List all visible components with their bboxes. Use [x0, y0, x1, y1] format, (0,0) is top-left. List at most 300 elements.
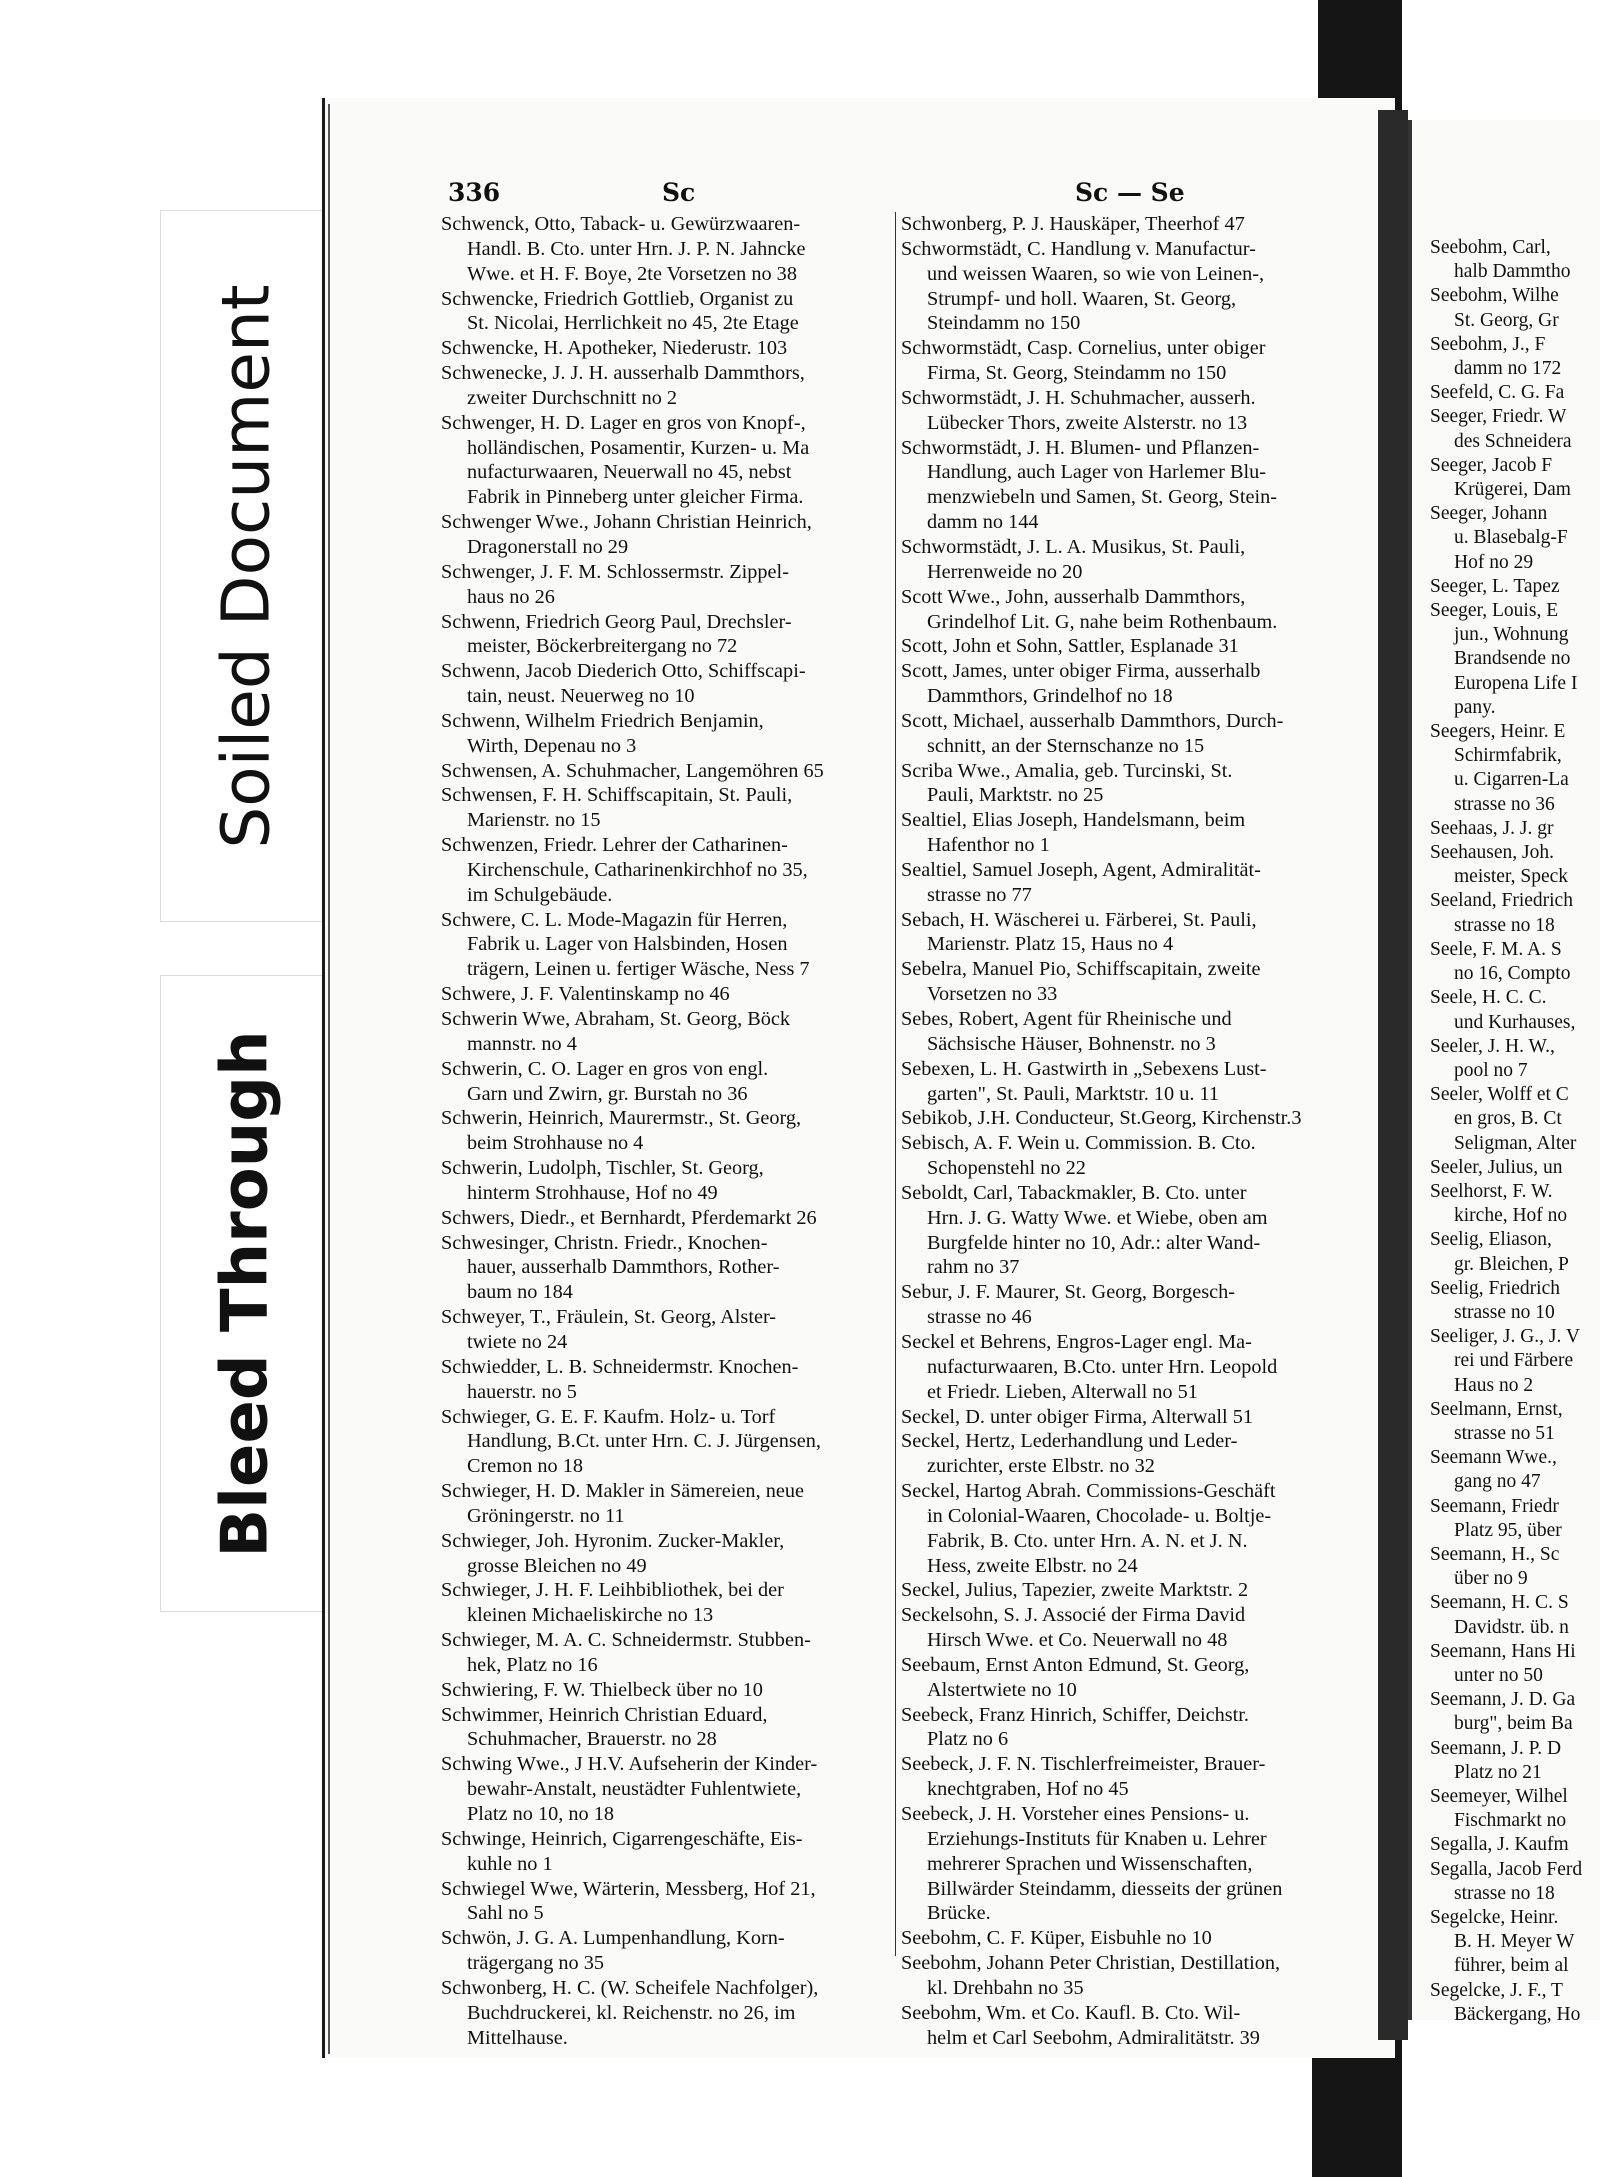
entry-line: Seebohm, Johann Peter Christian, Destillation,	[901, 1952, 1281, 1975]
entry-line: Schwormstädt, J. H. Blumen- und Pflanzen-	[901, 436, 1260, 459]
entry-line: Sahl no 5	[467, 1902, 544, 1925]
directory-entry	[441, 336, 893, 361]
entry-line: Seebeck, Franz Hinrich, Schiffer, Deichstr.	[901, 1703, 1249, 1726]
entry-line: baum no 184	[467, 1281, 573, 1304]
facing-entry-fragment: strasse no 36	[1454, 793, 1555, 815]
directory-entry	[441, 1529, 893, 1579]
entry-line: Hafenthor no 1	[927, 834, 1050, 857]
directory-entry	[441, 361, 893, 411]
entry-line: Seebohm, Wm. et Co. Kaufl. B. Cto. Wil-	[901, 2001, 1241, 2024]
entry-line: tain, neust. Neuerweg no 10	[467, 685, 695, 708]
facing-page-column-fragment	[1430, 236, 1600, 2027]
facing-entry-fragment: Seeliger, J. G., J. V	[1430, 1326, 1580, 1348]
entry-line: Sebexen, L. H. Gastwirth in „Sebexens Lust-	[901, 1057, 1267, 1080]
entry-line: Strumpf- und holl. Waaren, St. Georg,	[927, 287, 1237, 310]
facing-entry-fragment: Seemann Wwe.,	[1430, 1447, 1557, 1469]
facing-entry-fragment: Seeger, L. Tapez	[1430, 575, 1560, 597]
entry-line: Wirth, Depenau no 3	[467, 734, 637, 757]
directory-entry	[901, 634, 1353, 659]
entry-line: Alstertwiete no 10	[927, 1678, 1077, 1701]
facing-entry-fragment: und Kurhauses,	[1454, 1011, 1576, 1033]
directory-entry	[441, 1305, 893, 1355]
directory-entry	[901, 1802, 1353, 1926]
facing-entry-fragment: Krügerei, Dam	[1454, 479, 1571, 501]
entry-line: Schwenn, Jacob Diederich Otto, Schiffscapi-	[441, 660, 806, 683]
entry-line: nufacturwaaren, Neuerwall no 45, nebst	[467, 461, 792, 484]
entry-line: Schwensen, F. H. Schiffscapitain, St. Pauli,	[441, 784, 793, 807]
facing-entry-fragment: jun., Wohnung	[1454, 624, 1569, 646]
facing-entry-fragment: Europena Life I	[1454, 672, 1578, 694]
entry-line: Brücke.	[927, 1902, 991, 1925]
facing-entry-fragment: Seemann, Friedr	[1430, 1495, 1559, 1517]
directory-entry	[901, 1926, 1353, 1951]
facing-entry-fragment: rei und Färbere	[1454, 1350, 1574, 1372]
facing-entry-fragment: unter no 50	[1454, 1664, 1543, 1686]
facing-entry-fragment: Bäckergang, Ho	[1454, 2003, 1581, 2025]
entry-line: Schwencke, Friedrich Gottlieb, Organist zu	[441, 287, 794, 310]
facing-entry-fragment: Seelmann, Ernst,	[1430, 1398, 1563, 1420]
facing-entry-fragment: des Schneidera	[1454, 430, 1572, 452]
facing-entry-fragment: pany.	[1454, 696, 1496, 718]
facing-entry-fragment: Platz 95, über	[1454, 1519, 1562, 1541]
entry-line: Schwiedder, L. B. Schneidermstr. Knochen-	[441, 1355, 799, 1378]
entry-line: Seckel et Behrens, Engros-Lager engl. Ma-	[901, 1330, 1252, 1353]
entry-line: Schwesinger, Christn. Friedr., Knochen-	[441, 1231, 768, 1254]
entry-line: zweiter Durchschnitt no 2	[467, 386, 678, 409]
entry-line: Schwenn, Wilhelm Friedrich Benjamin,	[441, 709, 764, 732]
facing-entry-fragment: u. Blasebalg-F	[1454, 527, 1568, 549]
entry-line: Schwormstädt, Casp. Cornelius, unter obiger	[901, 337, 1266, 360]
entry-line: Schwenzen, Friedr. Lehrer der Catharinen-	[441, 834, 788, 857]
directory-entry	[901, 1951, 1353, 2001]
directory-entry	[901, 237, 1353, 336]
facing-entry-fragment: Seelhorst, F. W.	[1430, 1180, 1553, 1202]
entry-line: hauerstr. no 5	[467, 1380, 577, 1403]
entry-line: Pauli, Marktstr. no 25	[927, 784, 1104, 807]
facing-entry-fragment: Seemann, J. D. Ga	[1430, 1689, 1576, 1711]
entry-line: Seebeck, J. H. Vorsteher eines Pensions- u.	[901, 1803, 1250, 1825]
entry-line: Schwinge, Heinrich, Cigarrengeschäfte, Eis-	[441, 1827, 803, 1850]
directory-entry	[441, 759, 893, 784]
facing-entry-fragment: Seebohm, Carl,	[1430, 237, 1551, 258]
directory-entry	[901, 386, 1353, 436]
facing-entry-fragment: Seemann, J. P. D	[1430, 1737, 1562, 1759]
entry-line: schnitt, an der Sternschanze no 15	[927, 734, 1205, 757]
facing-entry-fragment: Segelcke, Heinr.	[1430, 1907, 1559, 1929]
entry-line: Fabrik in Pinneberg unter gleicher Firma.	[467, 486, 804, 509]
entry-line: grosse Bleichen no 49	[467, 1554, 647, 1577]
entry-line: Seebohm, C. F. Küper, Eisbuhle no 10	[901, 1927, 1212, 1950]
directory-entry	[901, 1479, 1353, 1578]
page-number: 336	[448, 178, 501, 207]
directory-column-middle	[901, 212, 1353, 2050]
directory-entry	[901, 1280, 1353, 1330]
directory-entry	[441, 1926, 893, 1976]
facing-entry-fragment: strasse no 18	[1454, 914, 1555, 936]
facing-entry-fragment: Seeger, Friedr. W	[1430, 406, 1567, 428]
entry-line: Schwenck, Otto, Taback- u. Gewürzwaaren-	[441, 213, 801, 235]
directory-entry	[901, 858, 1353, 908]
entry-line: Schwenecke, J. J. H. ausserhalb Dammthors,	[441, 362, 805, 385]
entry-line: Marienstr. Platz 15, Haus no 4	[927, 933, 1174, 956]
entry-line: Seckel, Hartog Abrah. Commissions-Geschäft	[901, 1480, 1276, 1503]
entry-line: Handlung, B.Ct. unter Hrn. C. J. Jürgensen,	[467, 1430, 821, 1453]
directory-entry	[901, 709, 1353, 759]
facing-entry-fragment: Seegers, Heinr. E	[1430, 721, 1566, 743]
directory-entry	[901, 1131, 1353, 1181]
entry-line: strasse no 77	[927, 883, 1032, 906]
directory-entry	[901, 1106, 1353, 1131]
bleed-through-tag	[160, 975, 332, 1612]
entry-line: Seckel, Hertz, Lederhandlung und Leder-	[901, 1430, 1238, 1453]
directory-entry	[901, 1653, 1353, 1703]
entry-line: Seckelsohn, S. J. Associé der Firma David	[901, 1604, 1246, 1627]
facing-entry-fragment: damm no 172	[1454, 358, 1562, 380]
entry-line: Schwonberg, P. J. Hauskäper, Theerhof 47	[901, 213, 1245, 235]
entry-line: Fabrik u. Lager von Halsbinden, Hosen	[467, 933, 788, 956]
directory-entry	[901, 535, 1353, 585]
entry-line: Schwormstädt, C. Handlung v. Manufactur-	[901, 237, 1256, 260]
running-header-left: Sc	[662, 178, 696, 207]
facing-entry-fragment: Fischmarkt no	[1454, 1810, 1567, 1832]
entry-line: Schwieger, G. E. F. Kaufm. Holz- u. Torf	[441, 1405, 776, 1428]
facing-entry-fragment: Seele, F. M. A. S	[1430, 938, 1562, 960]
directory-entry	[441, 1752, 893, 1827]
entry-line: Hrn. J. G. Watty Wwe. et Wiebe, oben am	[927, 1206, 1268, 1229]
entry-line: Hirsch Wwe. et Co. Neuerwall no 48	[927, 1629, 1228, 1652]
entry-line: Schwencke, H. Apotheker, Niederustr. 103	[441, 337, 788, 360]
entry-line: Vorsetzen no 33	[927, 983, 1058, 1006]
facing-entry-fragment: Seeger, Johann	[1430, 503, 1548, 525]
directory-entry	[441, 1007, 893, 1057]
entry-line: zurichter, erste Elbstr. no 32	[927, 1455, 1155, 1478]
directory-entry	[901, 908, 1353, 958]
facing-entry-fragment: kirche, Hof no	[1454, 1205, 1568, 1227]
running-header-right: Sc — Se	[1075, 178, 1185, 207]
directory-entry	[901, 1578, 1353, 1603]
entry-line: Schwieger, Joh. Hyronim. Zucker-Makler,	[441, 1529, 785, 1552]
entry-line: Scott, James, unter obiger Firma, ausserhalb	[901, 660, 1261, 683]
entry-line: Schwenger Wwe., Johann Christian Heinrich,	[441, 511, 812, 534]
facing-entry-fragment: Seehaas, J. J. gr	[1430, 817, 1554, 839]
facing-entry-fragment: halb Dammtho	[1454, 261, 1571, 283]
facing-entry-fragment: Seeler, Wolff et C	[1430, 1084, 1569, 1106]
facing-entry-fragment: gang no 47	[1454, 1471, 1541, 1493]
directory-entry	[441, 1231, 893, 1306]
facing-entry-fragment: B. H. Meyer W	[1454, 1931, 1575, 1953]
directory-entry	[441, 510, 893, 560]
entry-line: Mittelhause.	[467, 2026, 568, 2049]
entry-line: Kirchenschule, Catharinenkirchhof no 35,	[467, 858, 808, 881]
directory-entry	[901, 1405, 1353, 1430]
entry-line: Scott, Michael, ausserhalb Dammthors, Durch-	[901, 709, 1284, 732]
directory-entry	[901, 1007, 1353, 1057]
entry-line: haus no 26	[467, 585, 555, 608]
bleed-through-label: Bleed Through	[209, 1029, 283, 1558]
entry-line: Burgfelde hinter no 10, Adr.: alter Wand-	[927, 1231, 1261, 1254]
entry-line: damm no 144	[927, 511, 1039, 534]
facing-entry-fragment: Seligman, Alter	[1454, 1132, 1577, 1154]
entry-line: trägergang no 35	[467, 1952, 605, 1975]
entry-line: Schwere, J. F. Valentinskamp no 46	[441, 983, 730, 1006]
entry-line: Scriba Wwe., Amalia, geb. Turcinski, St.	[901, 759, 1233, 782]
entry-line: Schuhmacher, Brauerstr. no 28	[467, 1728, 717, 1751]
book-gutter	[1378, 110, 1408, 2040]
entry-line: Schwimmer, Heinrich Christian Eduard,	[441, 1703, 768, 1726]
directory-entry	[441, 212, 893, 287]
facing-entry-fragment: strasse no 51	[1454, 1422, 1555, 1444]
entry-line: Schwenger, J. F. M. Schlossermstr. Zippel-	[441, 560, 789, 583]
directory-entry	[901, 1429, 1353, 1479]
facing-entry-fragment: führer, beim al	[1454, 1955, 1569, 1977]
directory-entry	[901, 808, 1353, 858]
entry-line: kl. Drehbahn no 35	[927, 1976, 1084, 1999]
directory-entry	[441, 833, 893, 908]
entry-line: Schweyer, T., Fräulein, St. Georg, Alster-	[441, 1306, 777, 1329]
facing-entry-fragment: Hof no 29	[1454, 551, 1534, 573]
entry-line: Sebach, H. Wäscherei u. Färberei, St. Pauli,	[901, 908, 1257, 931]
facing-entry-fragment: burg", beim Ba	[1454, 1713, 1573, 1735]
facing-entry-fragment: Seebohm, Wilhe	[1430, 285, 1559, 307]
directory-entry	[441, 1355, 893, 1405]
entry-line: Firma, St. Georg, Steindamm no 150	[927, 362, 1227, 385]
facing-entry-fragment: Seele, H. C. C.	[1430, 987, 1547, 1009]
facing-entry-fragment: Seeland, Friedrich	[1430, 890, 1573, 912]
entry-line: Schwerin Wwe, Abraham, St. Georg, Böck	[441, 1008, 791, 1030]
facing-entry-fragment: strasse no 18	[1454, 1882, 1555, 1904]
entry-line: Schopenstehl no 22	[927, 1157, 1086, 1180]
entry-line: twiete no 24	[467, 1330, 568, 1353]
entry-line: Dammthors, Grindelhof no 18	[927, 685, 1173, 708]
directory-entry	[441, 1976, 893, 2051]
entry-line: rahm no 37	[927, 1256, 1020, 1279]
facing-entry-fragment: en gros, B. Ct	[1454, 1108, 1562, 1130]
entry-line: Handl. B. Cto. unter Hrn. J. P. N. Jahncke	[467, 237, 806, 260]
entry-line: Platz no 10, no 18	[467, 1803, 615, 1825]
entry-line: Seckel, D. unter obiger Firma, Alterwall 51	[901, 1405, 1254, 1428]
entry-line: Schwormstädt, J. L. A. Musikus, St. Pauli,	[901, 535, 1246, 558]
entry-line: Seckel, Julius, Tapezier, zweite Marktstr. 2	[901, 1579, 1249, 1602]
entry-line: meister, Böckerbreitergang no 72	[467, 635, 738, 658]
entry-line: Schwieger, J. H. F. Leihbibliothek, bei der	[441, 1579, 784, 1602]
entry-line: Schwing Wwe., J H.V. Aufseherin der Kinder-	[441, 1753, 818, 1776]
facing-entry-fragment: Segalla, J. Kaufm	[1430, 1834, 1569, 1856]
soiled-document-tag	[160, 210, 332, 922]
entry-line: Sächsische Häuser, Bohnenstr. no 3	[927, 1032, 1216, 1055]
facing-entry-fragment: Schirmfabrik,	[1454, 745, 1562, 767]
facing-entry-fragment: Seemann, Hans Hi	[1430, 1640, 1576, 1662]
column-divider	[895, 212, 896, 1956]
entry-line: Schwiegel Wwe, Wärterin, Messberg, Hof 21,	[441, 1877, 816, 1900]
entry-line: Billwärder Steindamm, diesseits der grünen	[927, 1877, 1283, 1900]
directory-entry	[441, 610, 893, 660]
facing-entry-fragment: gr. Bleichen, P	[1454, 1253, 1569, 1275]
facing-entry-fragment: Seelig, Friedrich	[1430, 1277, 1560, 1299]
entry-line: Gröningerstr. no 11	[467, 1504, 625, 1527]
directory-entry	[901, 2001, 1353, 2051]
entry-line: garten", St. Pauli, Marktstr. 10 u. 11	[927, 1082, 1220, 1105]
facing-entry-fragment: Seelig, Eliason,	[1430, 1229, 1552, 1251]
directory-entry	[441, 1057, 893, 1107]
directory-entry	[901, 759, 1353, 809]
entry-line: trägern, Leinen u. fertiger Wäsche, Ness 7	[467, 958, 810, 981]
entry-line: Seebaum, Ernst Anton Edmund, St. Georg,	[901, 1653, 1250, 1676]
entry-line: Scott Wwe., John, ausserhalb Dammthors,	[901, 585, 1246, 608]
directory-entry	[901, 1752, 1353, 1802]
entry-line: Schwenger, H. D. Lager en gros von Knopf-,	[441, 411, 806, 434]
directory-entry	[441, 1703, 893, 1753]
entry-line: Marienstr. no 15	[467, 809, 601, 832]
facing-entry-fragment: Seeger, Jacob F	[1430, 454, 1553, 476]
directory-column-left	[441, 212, 893, 2050]
entry-line: Sebur, J. F. Maurer, St. Georg, Borgesch-	[901, 1281, 1235, 1304]
entry-line: knechtgraben, Hof no 45	[927, 1778, 1129, 1801]
entry-line: Erziehungs-Instituts für Knaben u. Lehrer	[927, 1827, 1267, 1850]
entry-line: Schwieger, H. D. Makler in Sämereien, neue	[441, 1480, 805, 1503]
facing-entry-fragment: u. Cigarren-La	[1454, 769, 1569, 791]
soiled-document-label: Soiled Document	[207, 283, 285, 849]
facing-entry-fragment: Seemann, H., Sc	[1430, 1543, 1560, 1565]
entry-line: Schwieger, M. A. C. Schneidermstr. Stubben-	[441, 1629, 811, 1652]
directory-entry	[901, 1181, 1353, 1280]
entry-line: kleinen Michaeliskirche no 13	[467, 1604, 714, 1627]
entry-line: Steindamm no 150	[927, 312, 1081, 335]
entry-line: bewahr-Anstalt, neustädter Fuhlentwiete,	[467, 1778, 802, 1801]
facing-entry-fragment: Seeler, J. H. W.,	[1430, 1035, 1555, 1057]
entry-line: Scott, John et Sohn, Sattler, Esplanade 31	[901, 635, 1239, 658]
facing-entry-fragment: Davidstr. üb. n	[1454, 1616, 1569, 1638]
entry-line: Hess, zweite Elbstr. no 24	[927, 1554, 1138, 1577]
entry-line: Dragonerstall no 29	[467, 535, 629, 558]
entry-line: Schwenn, Friedrich Georg Paul, Drechsler-	[441, 610, 792, 633]
facing-entry-fragment: strasse no 10	[1454, 1301, 1555, 1323]
entry-line: Sebikob, J.H. Conducteur, St.Georg, Kirchenstr.3	[901, 1107, 1302, 1130]
facing-entry-fragment: Segalla, Jacob Ferd	[1430, 1858, 1583, 1880]
entry-line: Schwonberg, H. C. (W. Scheifele Nachfolger),	[441, 1976, 819, 1999]
entry-line: Wwe. et H. F. Boye, 2te Vorsetzen no 38	[467, 262, 797, 285]
entry-line: mannstr. no 4	[467, 1032, 577, 1055]
facing-entry-fragment: Brandsende no	[1454, 648, 1571, 670]
entry-line: Sealtiel, Samuel Joseph, Agent, Admiralität-	[901, 858, 1261, 881]
directory-entry	[441, 560, 893, 610]
entry-line: Garn und Zwirn, gr. Burstah no 36	[467, 1082, 748, 1105]
directory-entry	[441, 1628, 893, 1678]
entry-line: Seboldt, Carl, Tabackmakler, B. Cto. unter	[901, 1181, 1247, 1204]
facing-entry-fragment: Seebohm, J., F	[1430, 333, 1546, 355]
entry-line: Sebelra, Manuel Pio, Schiffscapitain, zweite	[901, 958, 1261, 981]
entry-line: hinterm Strohhause, Hof no 49	[467, 1181, 718, 1204]
directory-entry	[441, 411, 893, 510]
directory-entry	[441, 1106, 893, 1156]
directory-entry	[901, 1703, 1353, 1753]
entry-line: im Schulgebäude.	[467, 883, 613, 906]
directory-entry	[441, 1479, 893, 1529]
directory-entry	[441, 908, 893, 983]
entry-line: Lübecker Thors, zweite Alsterstr. no 13	[927, 411, 1248, 434]
directory-entry	[441, 659, 893, 709]
entry-line: Cremon no 18	[467, 1455, 584, 1478]
entry-line: strasse no 46	[927, 1306, 1032, 1329]
entry-line: et Friedr. Lieben, Alterwall no 51	[927, 1380, 1198, 1403]
facing-entry-fragment: Segelcke, J. F., T	[1430, 1979, 1563, 2001]
entry-line: helm et Carl Seebohm, Admiralitätstr. 39	[927, 2026, 1260, 2049]
facing-entry-fragment: pool no 7	[1454, 1059, 1528, 1081]
entry-line: St. Nicolai, Herrlichkeit no 45, 2te Etage	[467, 312, 799, 335]
directory-entry	[441, 1678, 893, 1703]
entry-line: Schwere, C. L. Mode-Magazin für Herren,	[441, 908, 788, 931]
facing-entry-fragment: Haus no 2	[1454, 1374, 1534, 1396]
facing-entry-fragment: Platz no 21	[1454, 1761, 1542, 1783]
directory-entry	[441, 982, 893, 1007]
entry-line: menzwiebeln und Samen, St. Georg, Stein-	[927, 486, 1277, 509]
directory-entry	[441, 1206, 893, 1231]
entry-line: Seebeck, J. F. N. Tischlerfreimeister, Brauer-	[901, 1753, 1266, 1776]
entry-line: Schwerin, Ludolph, Tischler, St. Georg,	[441, 1157, 764, 1180]
facing-entry-fragment: Seemeyer, Wilhel	[1430, 1786, 1568, 1807]
directory-entry	[441, 783, 893, 833]
directory-entry	[441, 287, 893, 337]
directory-entry	[441, 1877, 893, 1927]
entry-line: Schwerin, Heinrich, Maurermstr., St. Georg,	[441, 1107, 802, 1130]
facing-entry-fragment: Seehausen, Joh.	[1430, 842, 1555, 864]
directory-entry	[901, 436, 1353, 535]
directory-entry	[441, 1578, 893, 1628]
entry-line: Schwormstädt, J. H. Schuhmacher, ausserh.	[901, 386, 1256, 409]
directory-entry	[441, 1156, 893, 1206]
directory-entry	[901, 1057, 1353, 1107]
facing-entry-fragment: meister, Speck	[1454, 866, 1569, 888]
facing-entry-fragment: Seemann, H. C. S	[1430, 1592, 1569, 1614]
entry-line: mehrerer Sprachen und Wissenschaften,	[927, 1852, 1253, 1875]
directory-entry	[901, 957, 1353, 1007]
directory-entry	[901, 212, 1353, 237]
entry-line: und weissen Waaren, so wie von Leinen-,	[927, 262, 1265, 285]
facing-entry-fragment: Seeger, Louis, E	[1430, 600, 1559, 622]
entry-line: Sealtiel, Elias Joseph, Handelsmann, beim	[901, 809, 1246, 832]
entry-line: Schwiering, F. W. Thielbeck über no 10	[441, 1678, 763, 1701]
entry-line: Sebisch, A. F. Wein u. Commission. B. Cto.	[901, 1132, 1256, 1155]
directory-entry	[901, 1603, 1353, 1653]
directory-entry	[901, 336, 1353, 386]
entry-line: Buchdruckerei, kl. Reichenstr. no 26, im	[467, 2001, 796, 2024]
entry-line: kuhle no 1	[467, 1852, 553, 1875]
entry-line: in Colonial-Waaren, Chocolade- u. Boltje-	[927, 1504, 1272, 1527]
entry-line: Fabrik, B. Cto. unter Hrn. A. N. et J. N.	[927, 1529, 1248, 1552]
entry-line: Grindelhof Lit. G, nahe beim Rothenbaum.	[927, 610, 1278, 633]
directory-entry	[441, 1827, 893, 1877]
entry-line: Schwers, Diedr., et Bernhardt, Pferdemarkt 26	[441, 1206, 817, 1229]
entry-line: Platz no 6	[927, 1728, 1009, 1751]
entry-line: hek, Platz no 16	[467, 1653, 598, 1676]
directory-entry	[901, 659, 1353, 709]
entry-line: Schwensen, A. Schuhmacher, Langemöhren 65	[441, 759, 824, 782]
facing-entry-fragment: Seeler, Julius, un	[1430, 1156, 1563, 1178]
facing-entry-fragment: St. Georg, Gr	[1454, 309, 1559, 331]
entry-line: nufacturwaaren, B.Cto. unter Hrn. Leopold	[927, 1355, 1278, 1378]
facing-entry-fragment: Seefeld, C. G. Fa	[1430, 382, 1565, 404]
directory-entry	[441, 1405, 893, 1480]
entry-line: Sebes, Robert, Agent für Rheinische und	[901, 1008, 1232, 1030]
directory-entry	[441, 709, 893, 759]
entry-line: Schwerin, C. O. Lager en gros von engl.	[441, 1057, 769, 1080]
entry-line: Schwön, J. G. A. Lumpenhandlung, Korn-	[441, 1927, 785, 1950]
entry-line: hauer, ausserhalb Dammthors, Rother-	[467, 1256, 780, 1279]
entry-line: Herrenweide no 20	[927, 560, 1083, 583]
directory-entry	[901, 1330, 1353, 1405]
facing-entry-fragment: über no 9	[1454, 1568, 1528, 1590]
facing-entry-fragment: no 16, Compto	[1454, 963, 1571, 985]
entry-line: beim Strohhause no 4	[467, 1132, 644, 1155]
